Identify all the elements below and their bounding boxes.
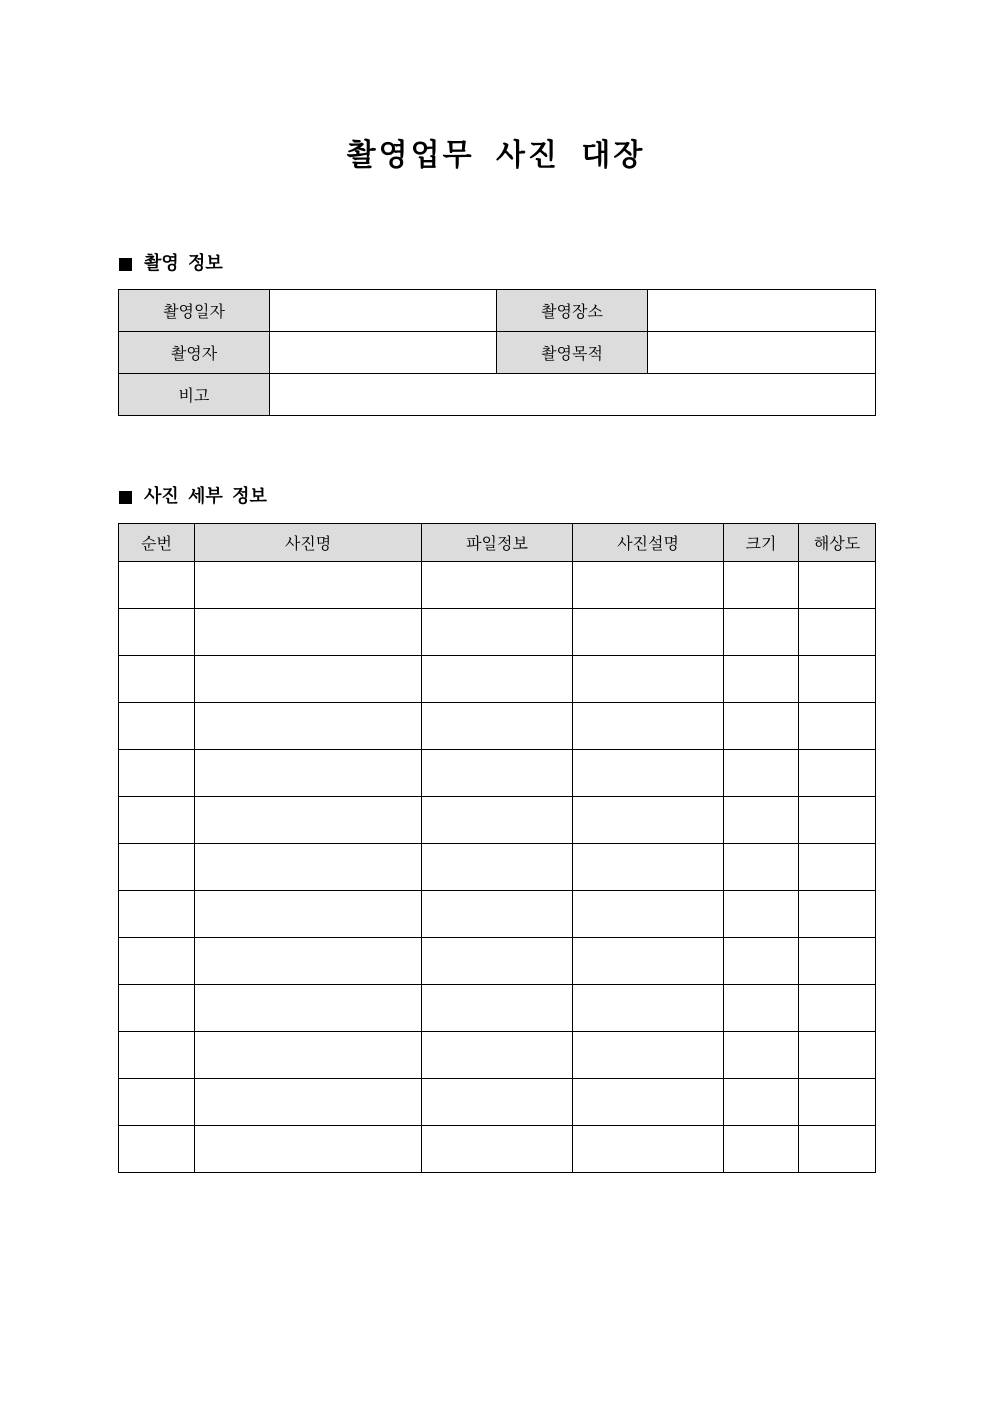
number-cell[interactable] <box>119 891 195 938</box>
description-cell[interactable] <box>573 891 724 938</box>
purpose-label: 촬영목적 <box>497 332 648 374</box>
location-field[interactable] <box>648 290 876 332</box>
table-row <box>119 609 876 656</box>
table-row <box>119 985 876 1032</box>
shoot-info-table <box>118 289 876 416</box>
resolution-cell[interactable] <box>799 1032 876 1079</box>
size-cell[interactable] <box>724 938 799 985</box>
shoot-info-row-remarks <box>119 374 876 416</box>
table-row <box>119 797 876 844</box>
file-info-cell[interactable] <box>422 609 573 656</box>
size-cell[interactable] <box>724 891 799 938</box>
number-cell[interactable] <box>119 938 195 985</box>
description-cell[interactable] <box>573 656 724 703</box>
file-info-cell[interactable] <box>422 1032 573 1079</box>
column-header-size: 크기 <box>724 524 799 562</box>
number-cell[interactable] <box>119 985 195 1032</box>
number-cell[interactable] <box>119 1032 195 1079</box>
photo-details-heading-text: 사진 세부 정보 <box>144 486 267 507</box>
description-cell[interactable] <box>573 703 724 750</box>
description-cell[interactable] <box>573 609 724 656</box>
resolution-cell[interactable] <box>799 891 876 938</box>
square-bullet-icon <box>119 258 132 271</box>
number-cell[interactable] <box>119 562 195 609</box>
resolution-cell[interactable] <box>799 562 876 609</box>
resolution-cell[interactable] <box>799 985 876 1032</box>
photo-name-cell[interactable] <box>195 844 422 891</box>
shoot-info-heading-text: 촬영 정보 <box>144 253 223 274</box>
file-info-cell[interactable] <box>422 562 573 609</box>
file-info-cell[interactable] <box>422 1079 573 1126</box>
description-cell[interactable] <box>573 1032 724 1079</box>
number-cell[interactable] <box>119 1126 195 1173</box>
photo-name-cell[interactable] <box>195 938 422 985</box>
column-header-number: 순번 <box>119 524 195 562</box>
number-cell[interactable] <box>119 609 195 656</box>
number-cell[interactable] <box>119 797 195 844</box>
number-cell[interactable] <box>119 1079 195 1126</box>
description-cell[interactable] <box>573 985 724 1032</box>
photo-name-cell[interactable] <box>195 1032 422 1079</box>
table-row <box>119 1126 876 1173</box>
column-header-resolution: 해상도 <box>799 524 876 562</box>
remarks-field[interactable] <box>270 374 876 416</box>
size-cell[interactable] <box>724 656 799 703</box>
resolution-cell[interactable] <box>799 844 876 891</box>
size-cell[interactable] <box>724 609 799 656</box>
table-row <box>119 703 876 750</box>
number-cell[interactable] <box>119 750 195 797</box>
file-info-cell[interactable] <box>422 844 573 891</box>
size-cell[interactable] <box>724 1079 799 1126</box>
size-cell[interactable] <box>724 750 799 797</box>
photo-name-cell[interactable] <box>195 891 422 938</box>
file-info-cell[interactable] <box>422 750 573 797</box>
photo-name-cell[interactable] <box>195 750 422 797</box>
file-info-cell[interactable] <box>422 797 573 844</box>
photo-name-cell[interactable] <box>195 609 422 656</box>
photographer-field[interactable] <box>270 332 497 374</box>
table-row <box>119 1079 876 1126</box>
resolution-cell[interactable] <box>799 703 876 750</box>
description-cell[interactable] <box>573 750 724 797</box>
photo-name-cell[interactable] <box>195 562 422 609</box>
number-cell[interactable] <box>119 844 195 891</box>
date-field[interactable] <box>270 290 497 332</box>
resolution-cell[interactable] <box>799 750 876 797</box>
file-info-cell[interactable] <box>422 891 573 938</box>
description-cell[interactable] <box>573 1079 724 1126</box>
photo-name-cell[interactable] <box>195 656 422 703</box>
table-row <box>119 844 876 891</box>
resolution-cell[interactable] <box>799 656 876 703</box>
number-cell[interactable] <box>119 703 195 750</box>
table-row <box>119 938 876 985</box>
remarks-label: 비고 <box>119 374 270 416</box>
shoot-info-row-photographer-purpose <box>119 332 876 374</box>
resolution-cell[interactable] <box>799 1126 876 1173</box>
file-info-cell[interactable] <box>422 656 573 703</box>
description-cell[interactable] <box>573 1126 724 1173</box>
photo-name-cell[interactable] <box>195 985 422 1032</box>
file-info-cell[interactable] <box>422 938 573 985</box>
column-header-file-info: 파일정보 <box>422 524 573 562</box>
resolution-cell[interactable] <box>799 1079 876 1126</box>
photo-details-body <box>119 562 876 1173</box>
photo-details-heading <box>119 484 267 510</box>
purpose-field[interactable] <box>648 332 876 374</box>
file-info-cell[interactable] <box>422 1126 573 1173</box>
size-cell[interactable] <box>724 1032 799 1079</box>
resolution-cell[interactable] <box>799 938 876 985</box>
column-header-photo-name: 사진명 <box>195 524 422 562</box>
table-row <box>119 1032 876 1079</box>
location-label: 촬영장소 <box>497 290 648 332</box>
size-cell[interactable] <box>724 985 799 1032</box>
square-bullet-icon <box>119 491 132 504</box>
photo-name-cell[interactable] <box>195 797 422 844</box>
photo-name-cell[interactable] <box>195 1079 422 1126</box>
date-label: 촬영일자 <box>119 290 270 332</box>
photo-name-cell[interactable] <box>195 1126 422 1173</box>
column-header-description: 사진설명 <box>573 524 724 562</box>
photo-name-cell[interactable] <box>195 703 422 750</box>
table-row <box>119 656 876 703</box>
file-info-cell[interactable] <box>422 703 573 750</box>
description-cell[interactable] <box>573 938 724 985</box>
table-row <box>119 891 876 938</box>
size-cell[interactable] <box>724 1126 799 1173</box>
shoot-info-row-date-location <box>119 290 876 332</box>
photo-details-header-row <box>119 524 876 562</box>
description-cell[interactable] <box>573 797 724 844</box>
resolution-cell[interactable] <box>799 609 876 656</box>
size-cell[interactable] <box>724 844 799 891</box>
description-cell[interactable] <box>573 562 724 609</box>
photographer-label: 촬영자 <box>119 332 270 374</box>
table-row <box>119 750 876 797</box>
size-cell[interactable] <box>724 703 799 750</box>
photo-details-table <box>118 523 876 1173</box>
size-cell[interactable] <box>724 797 799 844</box>
number-cell[interactable] <box>119 656 195 703</box>
size-cell[interactable] <box>724 562 799 609</box>
description-cell[interactable] <box>573 844 724 891</box>
file-info-cell[interactable] <box>422 985 573 1032</box>
shoot-info-heading <box>119 251 223 277</box>
resolution-cell[interactable] <box>799 797 876 844</box>
page-title: 촬영업무 사진 대장 <box>346 138 646 173</box>
table-row <box>119 562 876 609</box>
